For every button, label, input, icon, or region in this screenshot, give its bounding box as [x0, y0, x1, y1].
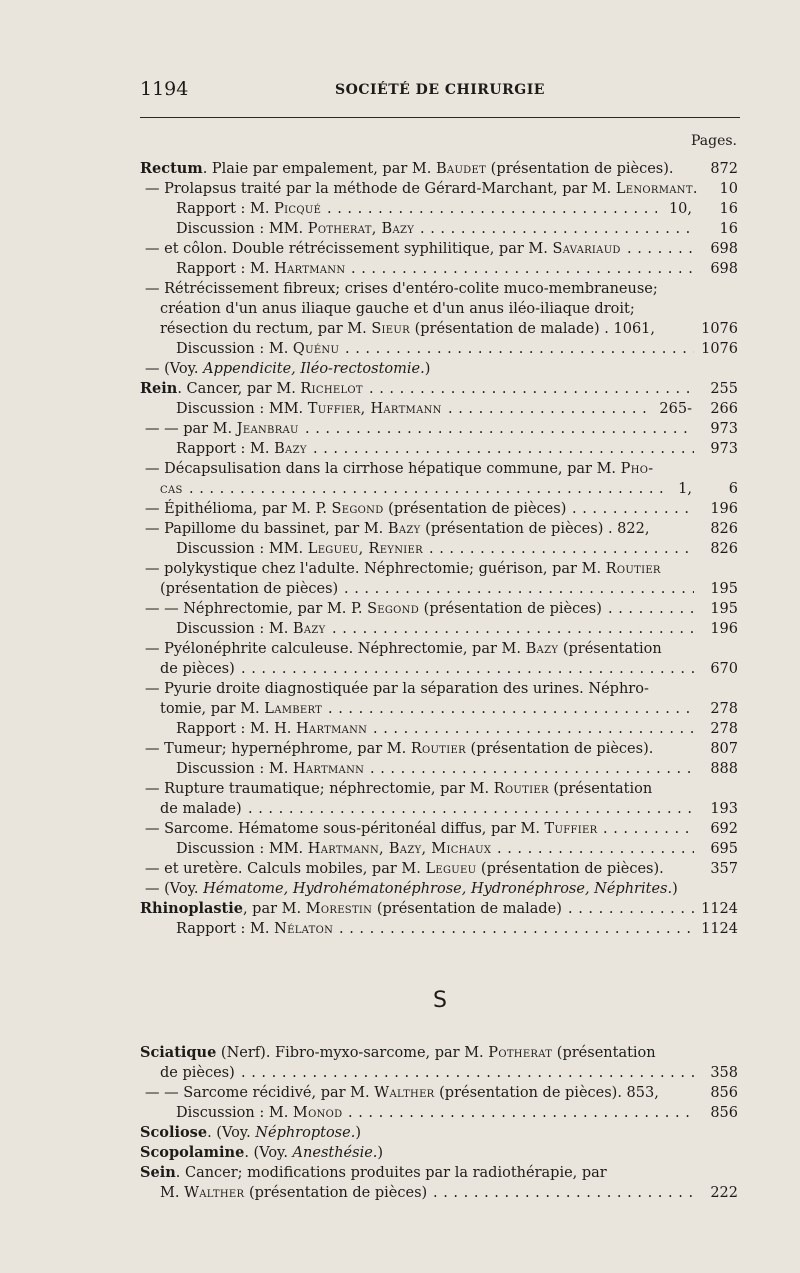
entry-fragment: — (Voy.: [145, 361, 204, 377]
page-ref: 826: [710, 521, 738, 537]
entry-text: [145, 279, 658, 299]
author-name: Routier: [493, 781, 549, 797]
entry-fragment: (présentation de malade): [372, 901, 562, 917]
entry-text: [176, 399, 442, 419]
entry-text: [140, 159, 673, 179]
author-name: Morestin: [305, 901, 373, 917]
index-line: [140, 1063, 740, 1083]
entry-fragment: (présentation de pièces).: [476, 861, 664, 877]
index-line: [140, 819, 740, 839]
index-line: [140, 479, 740, 499]
author-name: Jeanbrau: [236, 421, 299, 437]
index-line: [140, 179, 740, 199]
entry-fragment: M.: [160, 1185, 185, 1201]
entry-fragment: . Plaie par empalement, par M.: [202, 161, 436, 177]
entry-text: [145, 779, 652, 799]
index-line: [140, 739, 740, 759]
cross-reference: Néphroptose.: [255, 1125, 356, 1141]
entry-fragment: (présentation de pièces).: [486, 161, 674, 177]
entry-fragment: création d'un anus iliaque gauche et d'un anus iléo-iliaque droit;: [160, 301, 635, 317]
entry-text: [176, 339, 339, 359]
index-entries-s: [140, 1043, 740, 1203]
entry-heading: Rectum: [140, 160, 203, 177]
page-ref: 1124: [701, 901, 738, 917]
page-ref: 358: [710, 1065, 738, 1081]
entry-fragment: . (Voy.: [244, 1145, 293, 1161]
page-ref: 692: [710, 821, 738, 837]
entry-fragment: (présentation de pièces): [419, 601, 602, 617]
cross-reference: Hématome, Hydrohématonéphrose, Hydronéphrose, Néphrites.: [203, 881, 673, 897]
entry-text: [176, 619, 326, 639]
author-name: Potherat: [488, 1045, 553, 1061]
entry-text: [145, 499, 566, 519]
entry-fragment: — Rupture traumatique; néphrectomie, par M.: [145, 781, 494, 797]
entry-fragment: de malade): [160, 801, 242, 817]
author-name: cas: [160, 481, 183, 497]
page-ref: 255: [710, 381, 738, 397]
entry-text: [145, 859, 664, 879]
entry-heading: Rein: [140, 380, 178, 397]
page-ref: 973: [710, 441, 738, 457]
leader-dots: [420, 219, 694, 239]
entry-heading: Sein: [140, 1164, 176, 1181]
author-name: Walther: [374, 1085, 435, 1101]
index-line: [140, 579, 740, 599]
index-line: [140, 779, 740, 799]
entry-text: [176, 759, 364, 779]
entry-fragment: — et uretère. Calculs mobiles, par M.: [145, 861, 426, 877]
entry-fragment: (présentation de pièces): [383, 501, 567, 517]
entry-fragment: . Cancer; modifications produites par la radiothérapie, par: [175, 1165, 607, 1181]
entry-text: [145, 239, 621, 259]
index-line: [140, 519, 740, 539]
index-line: [140, 759, 740, 779]
entry-fragment: — — Néphrectomie, par M. P.: [145, 601, 368, 617]
entry-fragment: — Papillome du bassinet, par M.: [145, 521, 388, 537]
page-ref: 357: [710, 861, 738, 877]
page-ref-first: 10,: [668, 201, 692, 217]
index-line: [140, 399, 740, 419]
entry-fragment: — Épithélioma, par M. P.: [145, 501, 332, 517]
page-ref: 1076: [701, 321, 738, 337]
leader-dots: [373, 719, 694, 739]
entry-heading: Rhinoplastie: [140, 900, 243, 917]
author-name: Tuffier: [544, 821, 598, 837]
entry-fragment: ): [377, 1145, 384, 1161]
entry-fragment: Discussion : M.: [176, 1105, 293, 1121]
author-name: Bazy: [387, 521, 421, 537]
entry-fragment: — polykystique chez l'adulte. Néphrectomie; guérison, par M.: [145, 561, 606, 577]
entry-text: [140, 1163, 607, 1183]
index-line: [140, 799, 740, 819]
leader-dots: [497, 839, 694, 859]
entry-text: [176, 539, 423, 559]
page-ref-first: 1,: [678, 481, 692, 497]
entry-fragment: de pièces): [160, 1065, 235, 1081]
cross-reference: Appendicite, Iléo-rectostomie.: [203, 361, 425, 377]
author-name: Baudet: [435, 161, 487, 177]
entry-fragment: (présentation de pièces).: [465, 741, 654, 757]
entry-text: [160, 299, 635, 319]
author-name: Lenormant: [615, 181, 693, 197]
page-ref: 973: [710, 421, 738, 437]
leader-dots: [241, 1063, 694, 1083]
index-line: [140, 379, 740, 399]
entry-text: [145, 559, 661, 579]
index-line: [140, 1143, 740, 1163]
leader-dots: [568, 899, 694, 919]
leader-dots: [572, 499, 694, 519]
author-name: Routier: [410, 741, 466, 757]
leader-dots: [344, 579, 694, 599]
author-name: Pho-: [620, 461, 654, 477]
entry-fragment: (présentation de malade) . 1061,: [409, 321, 656, 337]
index-line: [140, 1183, 740, 1203]
entry-fragment: — Décapsulisation dans la cirrhose hépatique commune, par M.: [145, 461, 621, 477]
page-ref: 888: [710, 761, 738, 777]
index-line: [140, 339, 740, 359]
entry-text: [145, 739, 653, 759]
page-ref: 222: [710, 1185, 738, 1201]
entry-fragment: — Prolapsus traité par la méthode de Gérard-Marchant, par M.: [145, 181, 616, 197]
index-line: [140, 679, 740, 699]
page-ref: 195: [710, 581, 738, 597]
author-name: Hartmann: [274, 261, 346, 277]
page-ref: 6: [728, 481, 738, 497]
entry-text: [145, 359, 430, 379]
entry-text: [140, 1143, 383, 1163]
index-line: [140, 839, 740, 859]
entry-fragment: — Tumeur; hypernéphrome, par M.: [145, 741, 411, 757]
entry-text: [160, 699, 322, 719]
page-ref: 196: [710, 621, 738, 637]
leader-dots: [351, 259, 694, 279]
entry-fragment: résection du rectum, par M.: [160, 321, 372, 337]
entry-text: [176, 839, 491, 859]
author-name: Legueu, Reynier: [307, 541, 423, 557]
page-ref: 670: [710, 661, 738, 677]
author-name: Legueu: [425, 861, 477, 877]
index-line: [140, 219, 740, 239]
entry-text: [140, 899, 562, 919]
entry-fragment: — et côlon. Double rétrécissement syphilitique, par M.: [145, 241, 553, 257]
entry-fragment: Discussion : MM.: [176, 221, 308, 237]
index-line: [140, 599, 740, 619]
entry-fragment: — Sarcome. Hématome sous-péritonéal diffus, par M.: [145, 821, 545, 837]
leader-dots: [345, 339, 694, 359]
entry-text: [176, 719, 367, 739]
author-name: Richelot: [300, 381, 363, 397]
entry-heading: Sciatique: [140, 1044, 217, 1061]
page-ref: 278: [710, 721, 738, 737]
entry-fragment: (présentation de pièces) . 822,: [420, 521, 650, 537]
entry-fragment: Discussion : MM.: [176, 401, 308, 417]
entry-fragment: Rapport : M.: [176, 921, 275, 937]
page-ref: 807: [710, 741, 738, 757]
entry-fragment: (présentation de pièces). 853,: [434, 1085, 659, 1101]
index-line: [140, 159, 740, 179]
index-line: [140, 1103, 740, 1123]
page-ref: 856: [710, 1085, 738, 1101]
entry-text: [145, 599, 602, 619]
index-line: [140, 359, 740, 379]
entry-fragment: . Cancer, par M.: [177, 381, 301, 397]
entry-text: [160, 659, 235, 679]
leader-dots: [328, 699, 694, 719]
leader-dots: [248, 799, 694, 819]
author-name: Hartmann: [292, 761, 365, 777]
entry-text: [145, 1083, 659, 1103]
page-number: 1194: [140, 78, 189, 100]
page-header: [140, 78, 740, 100]
index-line: [140, 919, 740, 939]
section-letter: S: [433, 988, 447, 1013]
index-line: [140, 419, 740, 439]
entry-text: [145, 639, 662, 659]
entry-fragment: tomie, par M.: [160, 701, 265, 717]
leader-dots: [241, 659, 694, 679]
entry-text: [140, 379, 363, 399]
leader-dots: [339, 919, 694, 939]
index-line: [140, 1083, 740, 1103]
leader-dots: [603, 819, 694, 839]
page-ref: 698: [710, 241, 738, 257]
author-name: Routier: [605, 561, 661, 577]
author-name: Picqué: [274, 201, 322, 217]
page-ref: 196: [710, 501, 738, 517]
entry-fragment: — Rétrécissement fibreux; crises d'entéro-colite muco-membraneuse;: [145, 281, 658, 297]
entry-text: [145, 179, 697, 199]
entry-text: [160, 1063, 235, 1083]
author-name: Potherat, Bazy: [307, 221, 415, 237]
leader-dots: [189, 479, 666, 499]
entry-text: [160, 799, 242, 819]
page-ref: 16: [719, 201, 738, 217]
author-name: Bazy: [292, 621, 326, 637]
header-rule: [140, 117, 740, 118]
entry-fragment: Rapport : M.: [176, 201, 275, 217]
entry-fragment: (présentation: [548, 781, 653, 797]
index-line: [140, 199, 740, 219]
page-ref: 1124: [701, 921, 738, 937]
index-line: [140, 319, 740, 339]
entry-fragment: (présentation: [558, 641, 662, 657]
leader-dots: [433, 1183, 694, 1203]
entry-text: [145, 879, 678, 899]
entry-fragment: Rapport : M.: [176, 441, 275, 457]
entry-text: [160, 1183, 427, 1203]
running-head: SOCIÉTÉ DE CHIRURGIE: [335, 82, 545, 98]
author-name: Monod: [292, 1105, 343, 1121]
entry-fragment: Rapport : M.: [176, 261, 275, 277]
index-line: [140, 899, 740, 919]
page-ref: 195: [710, 601, 738, 617]
author-name: Walther: [184, 1185, 245, 1201]
entry-fragment: , par M.: [242, 901, 306, 917]
author-name: Hartmann, Bazy, Michaux: [307, 841, 492, 857]
leader-dots: [348, 1103, 694, 1123]
leader-dots: [627, 239, 694, 259]
entry-text: [160, 579, 338, 599]
entry-fragment: Discussion : M.: [176, 761, 293, 777]
page-ref: 10: [719, 181, 738, 197]
author-name: Bazy: [274, 441, 307, 457]
entry-fragment: ): [672, 881, 678, 897]
index-line: [140, 239, 740, 259]
leader-dots: [370, 759, 694, 779]
author-name: Hartmann: [295, 721, 368, 737]
index-line: [140, 619, 740, 639]
entry-fragment: . (Voy.: [207, 1125, 256, 1141]
entry-text: [145, 459, 653, 479]
page-ref: 266: [710, 401, 738, 417]
entry-text: [176, 1103, 342, 1123]
entry-fragment: (présentation: [552, 1045, 656, 1061]
author-name: Sieur: [371, 321, 410, 337]
index-line: [140, 659, 740, 679]
entry-text: [140, 1123, 361, 1143]
index-line: [140, 879, 740, 899]
entry-text: [176, 439, 307, 459]
author-name: Tuffier, Hartmann: [307, 401, 442, 417]
entry-fragment: — — par M.: [145, 421, 237, 437]
index-line: [140, 299, 740, 319]
entry-fragment: Discussion : MM.: [176, 841, 308, 857]
page-ref: 695: [710, 841, 738, 857]
entry-heading: Scoliose: [140, 1124, 208, 1141]
index-line: [140, 439, 740, 459]
author-name: Nélaton: [274, 921, 334, 937]
index-line: [140, 719, 740, 739]
leader-dots: [448, 399, 647, 419]
page-ref: 872: [710, 161, 738, 177]
index-line: [140, 699, 740, 719]
leader-dots: [305, 419, 694, 439]
index-line: [140, 1123, 740, 1143]
entry-fragment: (présentation de pièces): [244, 1185, 428, 1201]
entry-fragment: — Pyurie droite diagnostiquée par la séparation des urines. Néphro-: [145, 681, 649, 697]
leader-dots: [429, 539, 694, 559]
index-line: [140, 259, 740, 279]
index-entries: [140, 159, 740, 939]
page-ref: 193: [710, 801, 738, 817]
entry-text: [140, 1043, 656, 1063]
entry-text: [176, 199, 321, 219]
entry-text: [176, 259, 345, 279]
author-name: Lambert: [264, 701, 323, 717]
entry-fragment: ): [355, 1125, 361, 1141]
leader-dots: [369, 379, 694, 399]
index-line: [140, 279, 740, 299]
page-ref: 1076: [701, 341, 738, 357]
leader-dots: [327, 199, 657, 219]
author-name: Bazy: [525, 641, 559, 657]
index-line: [140, 559, 740, 579]
index-line: [140, 539, 740, 559]
author-name: Segond: [331, 501, 384, 517]
entry-fragment: Discussion : M.: [176, 341, 293, 357]
page-ref: 278: [710, 701, 738, 717]
entry-fragment: Discussion : MM.: [176, 541, 308, 557]
author-name: Savariaud: [552, 241, 621, 257]
entry-text: [145, 819, 597, 839]
page-ref: 856: [710, 1105, 738, 1121]
author-name: Quénu: [292, 341, 340, 357]
index-line: [140, 499, 740, 519]
leader-dots: [608, 599, 694, 619]
entry-fragment: Discussion : M.: [176, 621, 293, 637]
page-ref: 698: [710, 261, 738, 277]
entry-text: [160, 479, 183, 499]
entry-fragment: Rapport : M. H.: [176, 721, 296, 737]
entry-fragment: ): [424, 361, 431, 377]
page-ref: 16: [719, 221, 738, 237]
entry-text: [145, 679, 649, 699]
cross-reference: Anesthésie.: [292, 1145, 378, 1161]
entry-text: [160, 319, 655, 339]
entry-fragment: — Pyélonéphrite calculeuse. Néphrectomie, par M.: [145, 641, 526, 657]
index-line: [140, 459, 740, 479]
index-line: [140, 1043, 740, 1063]
entry-text: [145, 519, 649, 539]
index-line: [140, 1163, 740, 1183]
entry-fragment: — (Voy.: [145, 881, 204, 897]
entry-fragment: (présentation de pièces): [160, 581, 339, 597]
entry-fragment: .: [692, 181, 698, 197]
page-ref: 826: [710, 541, 738, 557]
entry-text: [176, 919, 333, 939]
entry-text: [145, 419, 299, 439]
entry-heading: Scopolamine: [140, 1144, 245, 1161]
page-ref-first: 265-: [659, 401, 692, 417]
entry-fragment: (Nerf). Fibro-myxo-sarcome, par M.: [216, 1045, 489, 1061]
pages-column-label: Pages.: [690, 133, 737, 149]
leader-dots: [332, 619, 694, 639]
index-line: [140, 859, 740, 879]
entry-fragment: — — Sarcome récidivé, par M.: [145, 1085, 375, 1101]
entry-fragment: de pièces): [160, 661, 235, 677]
entry-text: [176, 219, 414, 239]
index-line: [140, 639, 740, 659]
author-name: Segond: [367, 601, 420, 617]
leader-dots: [313, 439, 694, 459]
